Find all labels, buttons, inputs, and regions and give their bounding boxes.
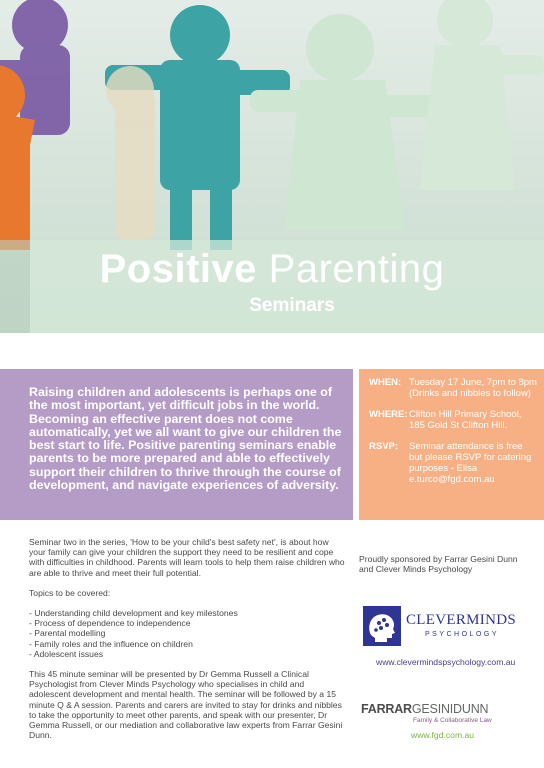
farrar-url[interactable]: www.fgd.com.au — [411, 730, 475, 740]
title-bold: Positive — [99, 247, 258, 291]
body-text — [29, 537, 347, 750]
title-block — [0, 245, 544, 317]
topic-item: - Process of dependence to independence — [29, 618, 191, 629]
rsvp-value: Seminar attendance is free but please RSVP for catering purposes - Elisa e.turco@fgd.com.au — [409, 441, 532, 485]
clever-minds-subtitle: PSYCHOLOGY — [425, 631, 500, 638]
farrar-gesini-dunn-logo — [361, 702, 536, 724]
farrar-name-bold: FARRAR — [361, 702, 412, 716]
when-value: Tuesday 17 June, 7pm to 8pm (Drinks and nibbles to follow) — [409, 377, 537, 399]
farrar-tagline: Family & Collaborative Law — [413, 717, 492, 724]
sponsor-text: Proudly sponsored by Farrar Gesini Dunn and Clever Minds Psychology — [359, 554, 518, 575]
clever-minds-name: CLEVERMINDS — [406, 612, 516, 628]
where-value: Clifton Hill Primary School, 185 Gold St Clifton Hill. — [409, 409, 522, 431]
topics-heading: Topics to be covered: — [29, 587, 111, 598]
rsvp-row — [369, 441, 538, 485]
where-label: WHERE: — [369, 409, 408, 420]
rsvp-label: RSVP: — [369, 441, 399, 452]
when-label: WHEN: — [369, 377, 402, 388]
topic-item: - Adolescent issues — [29, 648, 104, 659]
page-subtitle: Seminars — [249, 295, 335, 316]
topic-item: - Understanding child development and key milestones — [29, 608, 238, 619]
page-title — [0, 245, 544, 293]
intro-text: Raising children and adolescents is perhaps one of the most important, yet difficult jobs in the world. Becoming an effective parent does not come automatically, yet we all want to give our children the best start to life. Positive parenting seminars enable parents to be more prepared and able to effectively support their children to thrive through the course of development, and navigate experiences of adversity. — [29, 385, 342, 493]
hero-image — [0, 0, 544, 333]
body-paragraph-2: This 45 minute seminar will be presented by Dr Gemma Russell a Clinical Psychologist from Clever Minds Psychology who specialises in child and adolescent development and mental health. The seminar will be followed by a 15 minute Q & A session. Parents and carers are invited to stay for drinks and nibbles to take the opportunity to meet other parents, and speak with our presenter, Dr Gemma Russell, or our mediation and collaborative law experts from Farrar Gesini Dunn. — [29, 669, 343, 741]
clever-minds-logo — [363, 606, 516, 646]
topic-item: - Family roles and the influence on children — [29, 638, 193, 649]
farrar-name — [361, 702, 536, 716]
when-row — [369, 377, 538, 399]
event-details-panel — [359, 369, 544, 520]
topics-list — [29, 608, 347, 659]
body-paragraph-1: Seminar two in the series, 'How to be your child's best safety net', is about how your family can give your children the support they need to be resilient and cope with difficulties in childhood. Parents will learn tools to help them raise children who are able to thrive and meet their full potential. — [29, 537, 345, 578]
farrar-name-rest: GESINIDUNN — [411, 702, 489, 716]
topic-item: - Parental modelling — [29, 628, 106, 639]
clever-minds-url[interactable]: www.clevermindspsychology.com.au — [376, 657, 516, 667]
brain-head-icon — [363, 606, 401, 646]
where-row — [369, 409, 538, 431]
intro-panel — [0, 369, 353, 520]
title-light: Parenting — [268, 247, 445, 291]
